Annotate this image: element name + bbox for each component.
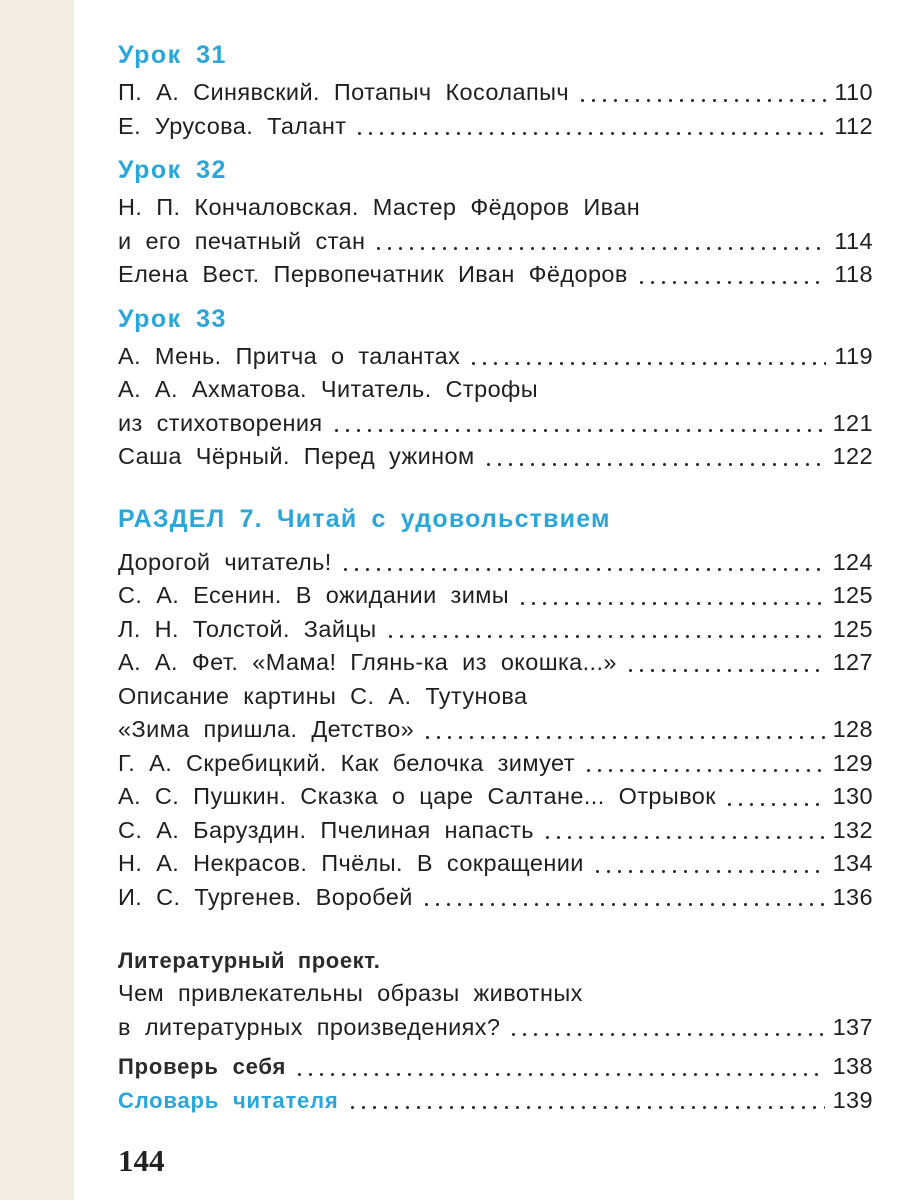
entry-title: А. А. Фет. «Мама! Глянь-ка из окошка...» [118, 649, 617, 675]
toc-entry[interactable] [118, 646, 873, 680]
dot-leader [483, 463, 825, 466]
entry-title: Словарь читателя [118, 1087, 339, 1113]
dot-leader [517, 602, 824, 605]
entry-page: 130 [832, 783, 873, 809]
entry-page: 112 [834, 112, 873, 139]
entry-page: 124 [832, 548, 873, 575]
page-margin-strip [0, 0, 74, 1200]
dot-leader [542, 836, 825, 839]
dot-leader [347, 1106, 825, 1109]
entry-page: 138 [832, 1053, 873, 1079]
dot-leader [294, 1073, 824, 1076]
toc-entry[interactable] [118, 225, 873, 259]
toc-entry[interactable] [118, 407, 873, 441]
entry-title: Л. Н. Толстой. Зайцы [118, 615, 377, 642]
project-heading: Литературный проект. [118, 948, 381, 973]
entry-title: «Зима пришла. Детство» [118, 716, 415, 742]
entry-title: в литературных произведениях? [118, 1013, 501, 1040]
dot-leader [508, 1033, 824, 1036]
entry-title-line: Н. П. Кончаловская. Мастер Фёдоров Иван [118, 194, 641, 220]
entry-page: 134 [832, 850, 873, 876]
dot-leader [583, 769, 825, 772]
lesson-31-heading: Урок 31 [118, 41, 227, 69]
toc-entry[interactable] [118, 780, 873, 814]
toc-entry[interactable] [118, 110, 873, 144]
dot-leader [385, 635, 825, 638]
entry-page: 118 [834, 261, 873, 287]
toc-entry[interactable] [118, 440, 873, 474]
entry-page: 137 [832, 1013, 873, 1040]
toc-entry[interactable] [118, 1011, 873, 1045]
toc-entry[interactable] [118, 613, 873, 647]
toc-entry[interactable] [118, 546, 873, 580]
entry-title: из стихотворения [118, 409, 323, 436]
entry-page: 129 [832, 749, 873, 776]
table-of-contents [118, 40, 873, 1117]
entry-title-line: А. А. Ахматова. Читатель. Строфы [118, 376, 539, 402]
toc-entry[interactable] [118, 881, 873, 915]
entry-page: 132 [832, 816, 873, 843]
entry-title: П. А. Синявский. Потапыч Косолапыч [118, 79, 570, 105]
entry-page: 139 [832, 1086, 873, 1113]
toc-entry[interactable] [118, 847, 873, 881]
entry-page: 122 [832, 443, 873, 469]
dot-leader [636, 281, 827, 284]
toc-entry[interactable] [118, 814, 873, 848]
entry-page: 127 [832, 649, 873, 675]
dot-leader [340, 568, 825, 571]
dot-leader [577, 99, 826, 102]
entry-title: С. А. Баруздин. Пчелиная напасть [118, 816, 534, 843]
entry-title-line: Чем привлекательны образы животных [118, 980, 583, 1006]
dot-leader [373, 247, 826, 250]
toc-entry-glossary[interactable] [118, 1084, 873, 1118]
entry-page: 125 [832, 582, 873, 608]
dot-leader [625, 669, 825, 672]
dot-leader [421, 903, 825, 906]
toc-entry[interactable] [118, 747, 873, 781]
toc-entry[interactable] [118, 713, 873, 747]
entry-title: С. А. Есенин. В ожидании зимы [118, 582, 510, 608]
entry-page: 119 [834, 342, 873, 369]
section-7-heading: РАЗДЕЛ 7. Читай с удовольствием [118, 504, 611, 533]
entry-title: и его печатный стан [118, 227, 366, 254]
entry-title: Саша Чёрный. Перед ужином [118, 443, 475, 469]
entry-title-line: Описание картины С. А. Тутунова [118, 682, 528, 709]
entry-title: А. С. Пушкин. Сказка о царе Салтане... Отрывок [118, 783, 716, 809]
entry-title: Е. Урусова. Талант [118, 112, 347, 139]
entry-page: 125 [832, 615, 873, 642]
dot-leader [468, 362, 826, 365]
entry-page: 121 [832, 409, 873, 436]
toc-entry[interactable] [118, 340, 873, 374]
dot-leader [592, 870, 825, 873]
entry-page: 136 [832, 883, 873, 910]
toc-entry[interactable] [118, 579, 873, 613]
entry-title: Н. А. Некрасов. Пчёлы. В сокращении [118, 850, 584, 876]
entry-title: Г. А. Скребицкий. Как белочка зимует [118, 749, 575, 776]
dot-leader [724, 803, 825, 806]
page-number: 144 [118, 1143, 165, 1178]
entry-page: 128 [832, 716, 873, 742]
entry-title: Проверь себя [118, 1054, 287, 1079]
dot-leader [422, 736, 824, 739]
entry-title: Елена Вест. Первопечатник Иван Фёдоров [118, 261, 628, 287]
entry-page: 114 [834, 227, 873, 254]
dot-leader [331, 429, 825, 432]
toc-entry-self-check[interactable] [118, 1050, 873, 1084]
lesson-33-heading: Урок 33 [118, 304, 227, 333]
dot-leader [354, 132, 826, 135]
entry-title: А. Мень. Притча о талантах [118, 342, 461, 369]
entry-page: 110 [834, 79, 873, 105]
lesson-32-heading: Урок 32 [118, 156, 227, 184]
toc-entry[interactable] [118, 258, 873, 292]
toc-entry[interactable] [118, 76, 873, 110]
entry-title: И. С. Тургенев. Воробей [118, 883, 413, 910]
entry-title: Дорогой читатель! [118, 548, 332, 575]
